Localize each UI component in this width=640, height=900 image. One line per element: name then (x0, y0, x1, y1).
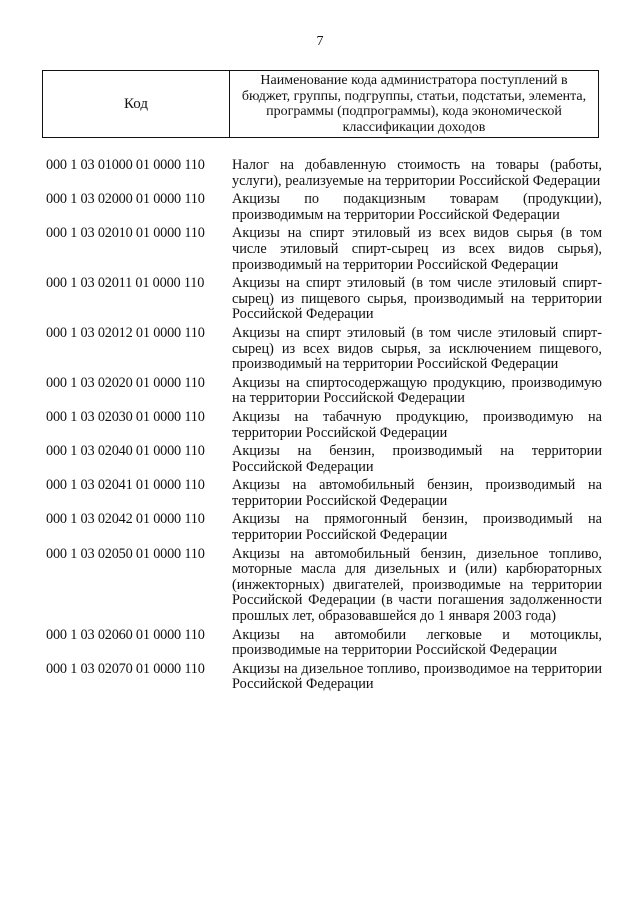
row-code: 000 1 03 02042 01 0000 110 (46, 511, 205, 528)
row-name: Акцизы на табачную продукцию, производимую на территории Российской Федерации (232, 408, 602, 441)
table-row (46, 326, 602, 373)
income-code-list (46, 158, 602, 696)
row-name: Акцизы на спирт этиловый (в том числе этиловый спирт-сырец) из всех видов сырья, за исключением пищевого, производимый на территории Российской Федерации (232, 324, 602, 373)
table-row (46, 444, 602, 475)
row-name: Акцизы на прямогонный бензин, производимый на территории Российской Федерации (232, 511, 602, 544)
row-name: Акцизы по подакцизным товарам (продукции), производимым на территории Российской Федерации (232, 191, 602, 223)
table-row (46, 276, 602, 323)
row-code: 000 1 03 02010 01 0000 110 (46, 225, 205, 242)
header-name-column: Наименование кода администратора поступлений в бюджет, группы, подгруппы, статьи, подстатьи, элемента, программы (подпрограммы), кода экономической классификации доходов (241, 73, 587, 135)
header-code-column: Код (43, 71, 230, 137)
table-row (46, 478, 602, 509)
table-row (46, 158, 602, 189)
row-code: 000 1 03 02030 01 0000 110 (46, 408, 205, 425)
row-name: Акцизы на бензин, производимый на территории Российской Федерации (232, 443, 602, 475)
row-name: Акцизы на спирт этиловый из всех видов сырья (в том числе этиловый спирт-сырец из всех видов сырья), производимый на территории Российской Федерации (232, 225, 602, 273)
row-code: 000 1 03 02070 01 0000 110 (46, 660, 205, 677)
table-row (46, 192, 602, 223)
row-code: 000 1 03 02000 01 0000 110 (46, 191, 205, 208)
row-code: 000 1 03 02040 01 0000 110 (46, 443, 205, 460)
row-code: 000 1 03 02050 01 0000 110 (46, 545, 205, 562)
row-code: 000 1 03 02020 01 0000 110 (46, 374, 205, 391)
row-code: 000 1 03 02011 01 0000 110 (46, 275, 205, 292)
row-name: Налог на добавленную стоимость на товары (работы, услуги), реализуемые на территории Российской Федерации (232, 157, 602, 189)
table-row (46, 226, 602, 273)
table-row (46, 512, 602, 543)
table-row (46, 547, 602, 625)
row-name: Акцизы на автомобильный бензин, производимый на территории Российской Федерации (232, 477, 602, 509)
row-code: 000 1 03 02041 01 0000 110 (46, 477, 205, 494)
table-row (46, 376, 602, 407)
table-row (46, 662, 602, 693)
row-name: Акцизы на автомобильный бензин, дизельное топливо, моторные масла для дизельных и (или) карбюраторных (инжекторных) двигателей, производимые на территории Российской Федерации (в части погашения задолженности прошлых лет, образовавшейся до 1 января 2003 года) (232, 545, 602, 625)
row-name: Акцизы на дизельное топливо, производимое на территории Российской Федерации (232, 660, 602, 693)
table-row (46, 628, 602, 659)
table-row (46, 410, 602, 441)
row-name: Акцизы на автомобили легковые и мотоциклы, производимые на территории Российской Федерации (232, 626, 602, 659)
page-number: 7 (316, 34, 324, 49)
row-code: 000 1 03 02060 01 0000 110 (46, 626, 205, 643)
row-code: 000 1 03 02012 01 0000 110 (46, 324, 205, 341)
row-code: 000 1 03 01000 01 0000 110 (46, 157, 205, 173)
table-header (42, 70, 599, 138)
row-name: Акцизы на спиртосодержащую продукцию, производимую на территории Российской Федерации (232, 374, 602, 407)
row-name: Акцизы на спирт этиловый (в том числе этиловый спирт-сырец) из пищевого сырья, производимый на территории Российской Федерации (232, 275, 602, 323)
